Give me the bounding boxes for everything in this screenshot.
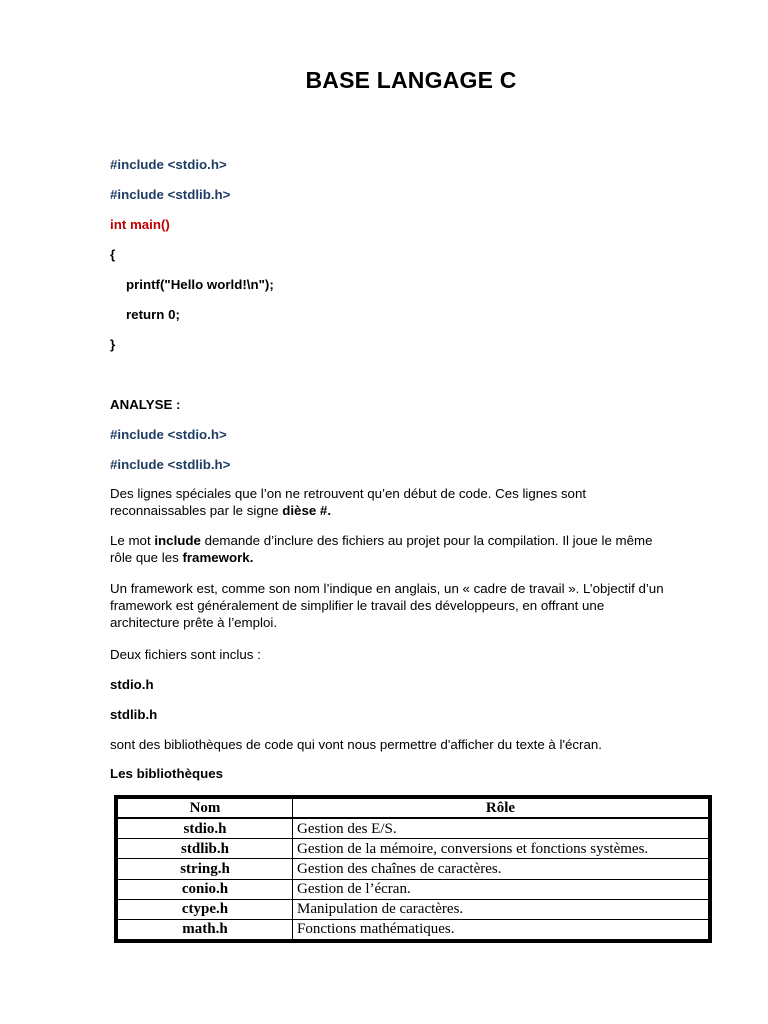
code-main-signature: int main() xyxy=(110,217,170,232)
cell-role: Gestion de l’écran. xyxy=(293,879,709,899)
cell-role: Fonctions mathématiques. xyxy=(293,919,709,939)
code-include-stdlib: #include <stdlib.h> xyxy=(110,187,231,202)
table-row xyxy=(118,859,709,879)
page-title: BASE LANGAGE C xyxy=(305,67,517,93)
cell-role: Gestion des chaînes de caractères. xyxy=(293,859,709,879)
table-header-row xyxy=(118,799,709,819)
cell-nom: conio.h xyxy=(118,879,293,899)
file-stdlib: stdlib.h xyxy=(110,707,158,722)
emphasis-text: dièse #. xyxy=(282,503,332,518)
table-row xyxy=(118,919,709,939)
paragraph-text xyxy=(110,549,710,566)
paragraph-text xyxy=(110,502,710,519)
paragraph-special-lines xyxy=(110,485,710,519)
text-span: demande d’inclure des fichiers au projet pour la compilation. Il joue le même xyxy=(200,533,653,548)
libraries-heading: Les bibliothèques xyxy=(110,766,224,781)
cell-role: Gestion de la mémoire, conversions et fonctions systèmes. xyxy=(293,839,709,859)
paragraph-libraries-purpose: sont des bibliothèques de code qui vont nous permettre d'afficher du texte à l'écran. xyxy=(110,737,602,752)
cell-role: Manipulation de caractères. xyxy=(293,899,709,919)
cell-role: Gestion des E/S. xyxy=(293,818,709,839)
paragraph-text: Des lignes spéciales que l’on ne retrouvent qu’en début de code. Ces lignes sont xyxy=(110,486,587,501)
paragraph-text: architecture prête à l’emploi. xyxy=(110,615,278,630)
paragraph-text: Un framework est, comme son nom l’indique en anglais, un « cadre de travail ». L’objectif d’un xyxy=(110,581,664,596)
code-return: return 0; xyxy=(126,307,180,322)
paragraph-text: framework est généralement de simplifier le travail des développeurs, en offrant une xyxy=(110,598,605,613)
emphasis-text: include xyxy=(154,533,201,548)
paragraph-two-files: Deux fichiers sont inclus : xyxy=(110,647,261,662)
analyse-include-stdio: #include <stdio.h> xyxy=(110,427,227,442)
cell-nom: stdlib.h xyxy=(118,839,293,859)
text-span: Le mot xyxy=(110,533,155,548)
table-row xyxy=(118,899,709,919)
code-printf: printf("Hello world!\n"); xyxy=(126,277,274,292)
column-header-nom: Nom xyxy=(118,799,293,819)
cell-nom: string.h xyxy=(118,859,293,879)
code-close-brace: } xyxy=(110,337,116,352)
table-row xyxy=(118,839,709,859)
column-header-role: Rôle xyxy=(293,799,709,819)
libraries-table xyxy=(114,795,712,943)
paragraph-framework xyxy=(110,580,710,631)
cell-nom: stdio.h xyxy=(118,818,293,839)
code-include-stdio: #include <stdio.h> xyxy=(110,157,227,172)
cell-nom: math.h xyxy=(118,919,293,939)
text-span: rôle que les xyxy=(110,550,183,565)
emphasis-text: framework. xyxy=(182,550,254,565)
file-stdio: stdio.h xyxy=(110,677,154,692)
table-row xyxy=(118,818,709,839)
text-span: reconnaissables par le signe xyxy=(110,503,283,518)
table xyxy=(117,798,709,940)
paragraph-text xyxy=(110,532,710,549)
cell-nom: ctype.h xyxy=(118,899,293,919)
analyse-include-stdlib: #include <stdlib.h> xyxy=(110,457,231,472)
table-row xyxy=(118,879,709,899)
paragraph-include xyxy=(110,532,710,566)
code-open-brace: { xyxy=(110,247,116,262)
analyse-heading: ANALYSE : xyxy=(110,397,181,412)
